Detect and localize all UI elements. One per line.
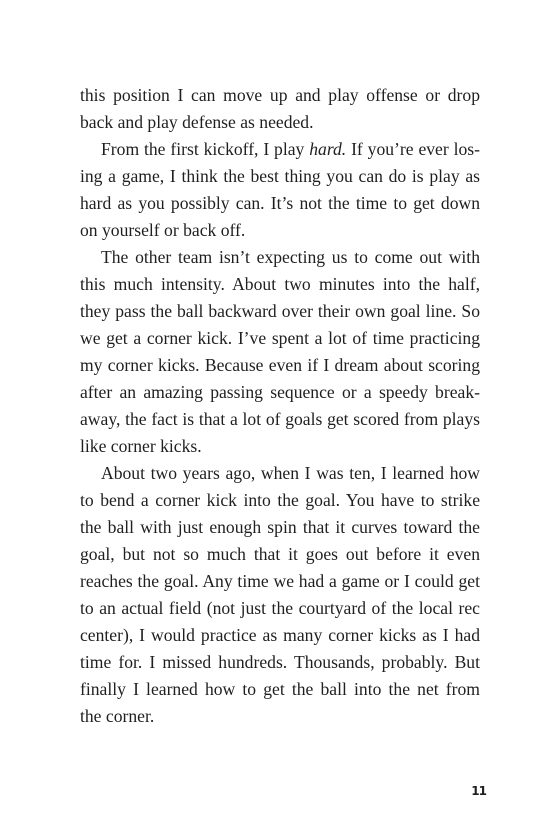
text-line: the corner. xyxy=(80,706,155,726)
paragraph xyxy=(80,136,480,244)
text-line: to bend a corner kick into the goal. You have to strike xyxy=(80,490,480,510)
paragraph xyxy=(80,82,480,136)
text-line: goal, but not so much that it goes out before it even xyxy=(80,544,480,564)
text-line: they pass the ball backward over their own goal line. So xyxy=(80,301,480,321)
text-line: The other team isn’t expecting us to come out with xyxy=(101,247,480,267)
text-line xyxy=(80,136,480,163)
text-line: back and play defense as needed. xyxy=(80,112,314,132)
text-line: my corner kicks. Because even if I dream about scoring xyxy=(80,355,480,375)
text-line: About two years ago, when I was ten, I learned how xyxy=(101,463,480,483)
text-line: ing a game, I think the best thing you can do is play as xyxy=(80,166,480,186)
text-line: reaches the goal. Any time we had a game or I could get xyxy=(80,571,480,591)
body-text xyxy=(80,82,480,730)
text-line: the ball with just enough spin that it curves toward the xyxy=(80,517,480,537)
paragraph xyxy=(80,460,480,730)
text-line: this position I can move up and play offense or drop xyxy=(80,85,480,105)
text-line: this much intensity. About two minutes into the half, xyxy=(80,274,480,294)
text-run: If you’re ever los- xyxy=(346,139,480,159)
text-line: to an actual field (not just the courtyard of the local rec xyxy=(80,598,480,618)
text-line: center), I would practice as many corner kicks as I had xyxy=(80,625,480,645)
text-line: time for. I missed hundreds. Thousands, probably. But xyxy=(80,652,480,672)
text-line: finally I learned how to get the ball into the net from xyxy=(80,679,480,699)
text-line: on yourself or back off. xyxy=(80,220,246,240)
text-line: hard as you possibly can. It’s not the time to get down xyxy=(80,193,480,213)
text-run: From the first kickoff, I play xyxy=(101,139,310,159)
text-line: away, the fact is that a lot of goals get scored from plays xyxy=(80,409,480,429)
text-line: after an amazing passing sequence or a speedy break- xyxy=(80,382,480,402)
emphasized-word: hard. xyxy=(309,139,347,159)
paragraph xyxy=(80,244,480,460)
text-line: we get a corner kick. I’ve spent a lot of time practicing xyxy=(80,328,480,348)
page-number: 11 xyxy=(471,784,486,798)
text-line: like corner kicks. xyxy=(80,436,202,456)
